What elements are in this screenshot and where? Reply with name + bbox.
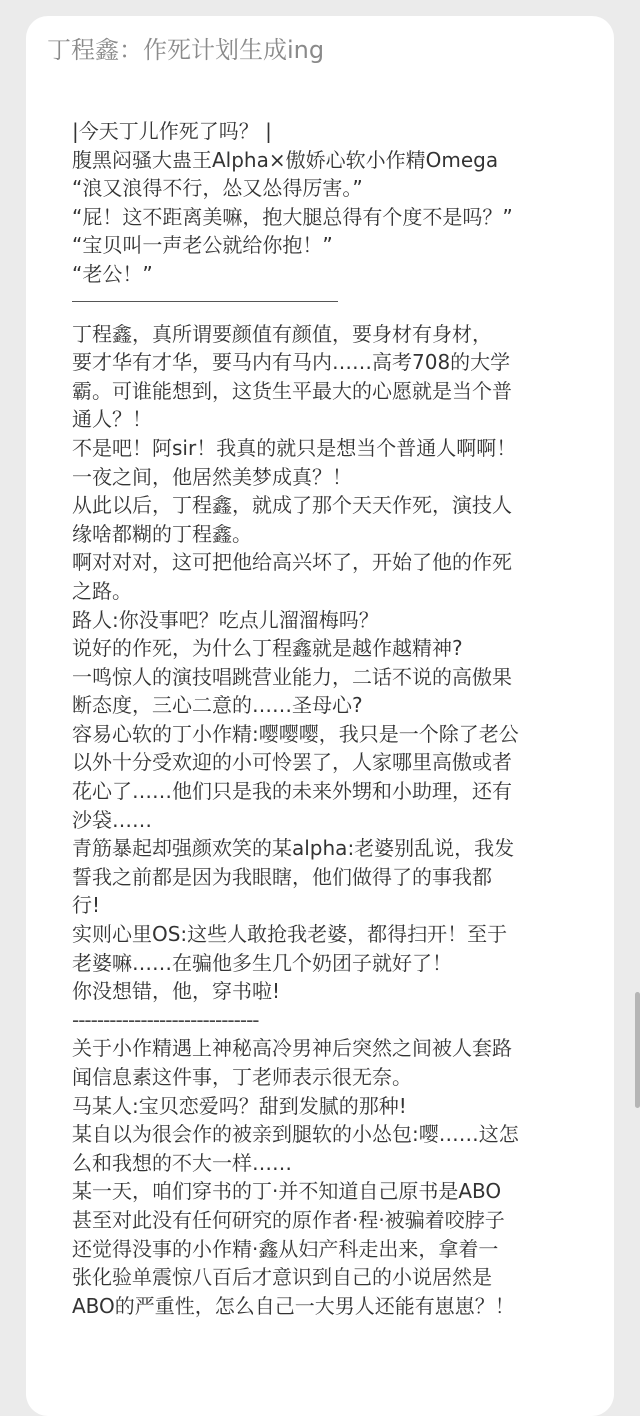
- intro-line: 腹黑闷骚大蛊王Alpha×傲娇心软小作精Omega: [72, 147, 499, 172]
- synopsis-line: 断态度，三心二意的……圣母心?: [72, 693, 363, 718]
- part2-line: 甚至对此没有任何研究的原作者·程·被骗着咬脖子: [72, 1207, 505, 1232]
- synopsis-line: 行!: [72, 893, 101, 918]
- synopsis-line: 老婆嘛……在骗他多生几个奶团子就好了！: [72, 950, 452, 975]
- part2-line: 还觉得没事的小作精·鑫从妇产科走出来，拿着一: [72, 1236, 499, 1261]
- synopsis-line: 实则心里OS:这些人敢抢我老婆，都得扫开！至于: [72, 922, 508, 947]
- synopsis-line: 霸。可谁能想到，这货生平最大的心愿就是当个普: [72, 378, 512, 403]
- intro-line: “浪又浪得不行，怂又怂得厉害。”: [72, 176, 363, 201]
- synopsis-line: 说好的作死，为什么丁程鑫就是越作越精神?: [72, 636, 463, 661]
- synopsis-line: 青筋暴起却强颜欢笑的某alpha:老婆别乱说，我发: [72, 836, 515, 861]
- synopsis-line: 啊对对对，这可把他给高兴坏了，开始了他的作死: [72, 550, 512, 575]
- part2-line: 关于小作精遇上神秘高冷男神后突然之间被人套路: [72, 1036, 512, 1061]
- synopsis-line: 你没想错，他，穿书啦!: [72, 979, 281, 1004]
- synopsis-line: 要才华有才华，要马内有马内……高考708的大学: [72, 350, 511, 375]
- synopsis-line: 丁程鑫，真所谓要颜值有颜值，要身材有身材，: [72, 321, 492, 346]
- part2-line: 闻信息素这件事，丁老师表示很无奈。: [72, 1065, 412, 1089]
- synopsis-line: 不是吧！阿sir！我真的就只是想当个普通人啊啊！: [72, 435, 517, 460]
- synopsis-line: 一鸣惊人的演技唱跳营业能力，二话不说的高傲果: [72, 664, 512, 689]
- scrollbar-thumb[interactable]: [635, 992, 640, 1108]
- synopsis-line: 容易心软的丁小作精:嘤嘤嘤，我只是一个除了老公: [72, 721, 519, 746]
- part2-line: 张化验单震惊八百后才意识到自己的小说居然是: [72, 1265, 492, 1290]
- solid-divider: [72, 301, 338, 302]
- synopsis-line: 路人:你没事吧？吃点儿溜溜梅吗？: [72, 607, 379, 632]
- synopsis-line: 誓我之前都是因为我眼瞎，他们做得了的事我都: [72, 864, 492, 889]
- synopsis-line: 一夜之间，他居然美梦成真？！: [72, 464, 352, 489]
- synopsis-line: 通人？！: [72, 407, 152, 432]
- intro-line: |今天丁儿作死了吗？ |: [72, 119, 272, 143]
- dashed-divider: ------------------------------: [72, 1007, 259, 1032]
- intro-line: “屁！这不距离美嘛，抱大腿总得有个度不是吗？”: [72, 204, 513, 229]
- synopsis-line: 以外十分受欢迎的小可怜罢了，人家哪里高傲或者: [72, 750, 512, 775]
- synopsis-line: 缘啥都糊的丁程鑫。: [72, 521, 252, 546]
- synopsis-line: 之路。: [72, 578, 132, 603]
- intro-line: “老公！”: [72, 261, 153, 286]
- intro-section: [72, 117, 592, 289]
- intro-line: “宝贝叫一声老公就给你抱！”: [72, 233, 333, 258]
- synopsis-line: 花心了……他们只是我的未来外甥和小助理，还有: [72, 779, 512, 804]
- post-title: 丁程鑫：作死计划生成ing: [47, 36, 325, 64]
- synopsis-line: 沙袋……: [72, 807, 152, 832]
- part2-line: 么和我想的不大一样……: [72, 1150, 292, 1175]
- synopsis-section: [72, 320, 592, 1006]
- part2-line: 马某人:宝贝恋爱吗？甜到发腻的那种!: [72, 1093, 407, 1118]
- part2-line: ABO的严重性，怎么自己一大男人还能有崽崽？！: [72, 1293, 515, 1318]
- part2-line: 某自以为很会作的被亲到腿软的小怂包:嘤……这怎: [72, 1122, 519, 1147]
- synopsis-line: 从此以后，丁程鑫，就成了那个天天作死，演技人: [72, 493, 512, 518]
- part2-line: 某一天，咱们穿书的丁·并不知道自己原书是ABO: [72, 1179, 502, 1204]
- part2-section: [72, 1034, 592, 1320]
- post-body[interactable]: [72, 117, 592, 1320]
